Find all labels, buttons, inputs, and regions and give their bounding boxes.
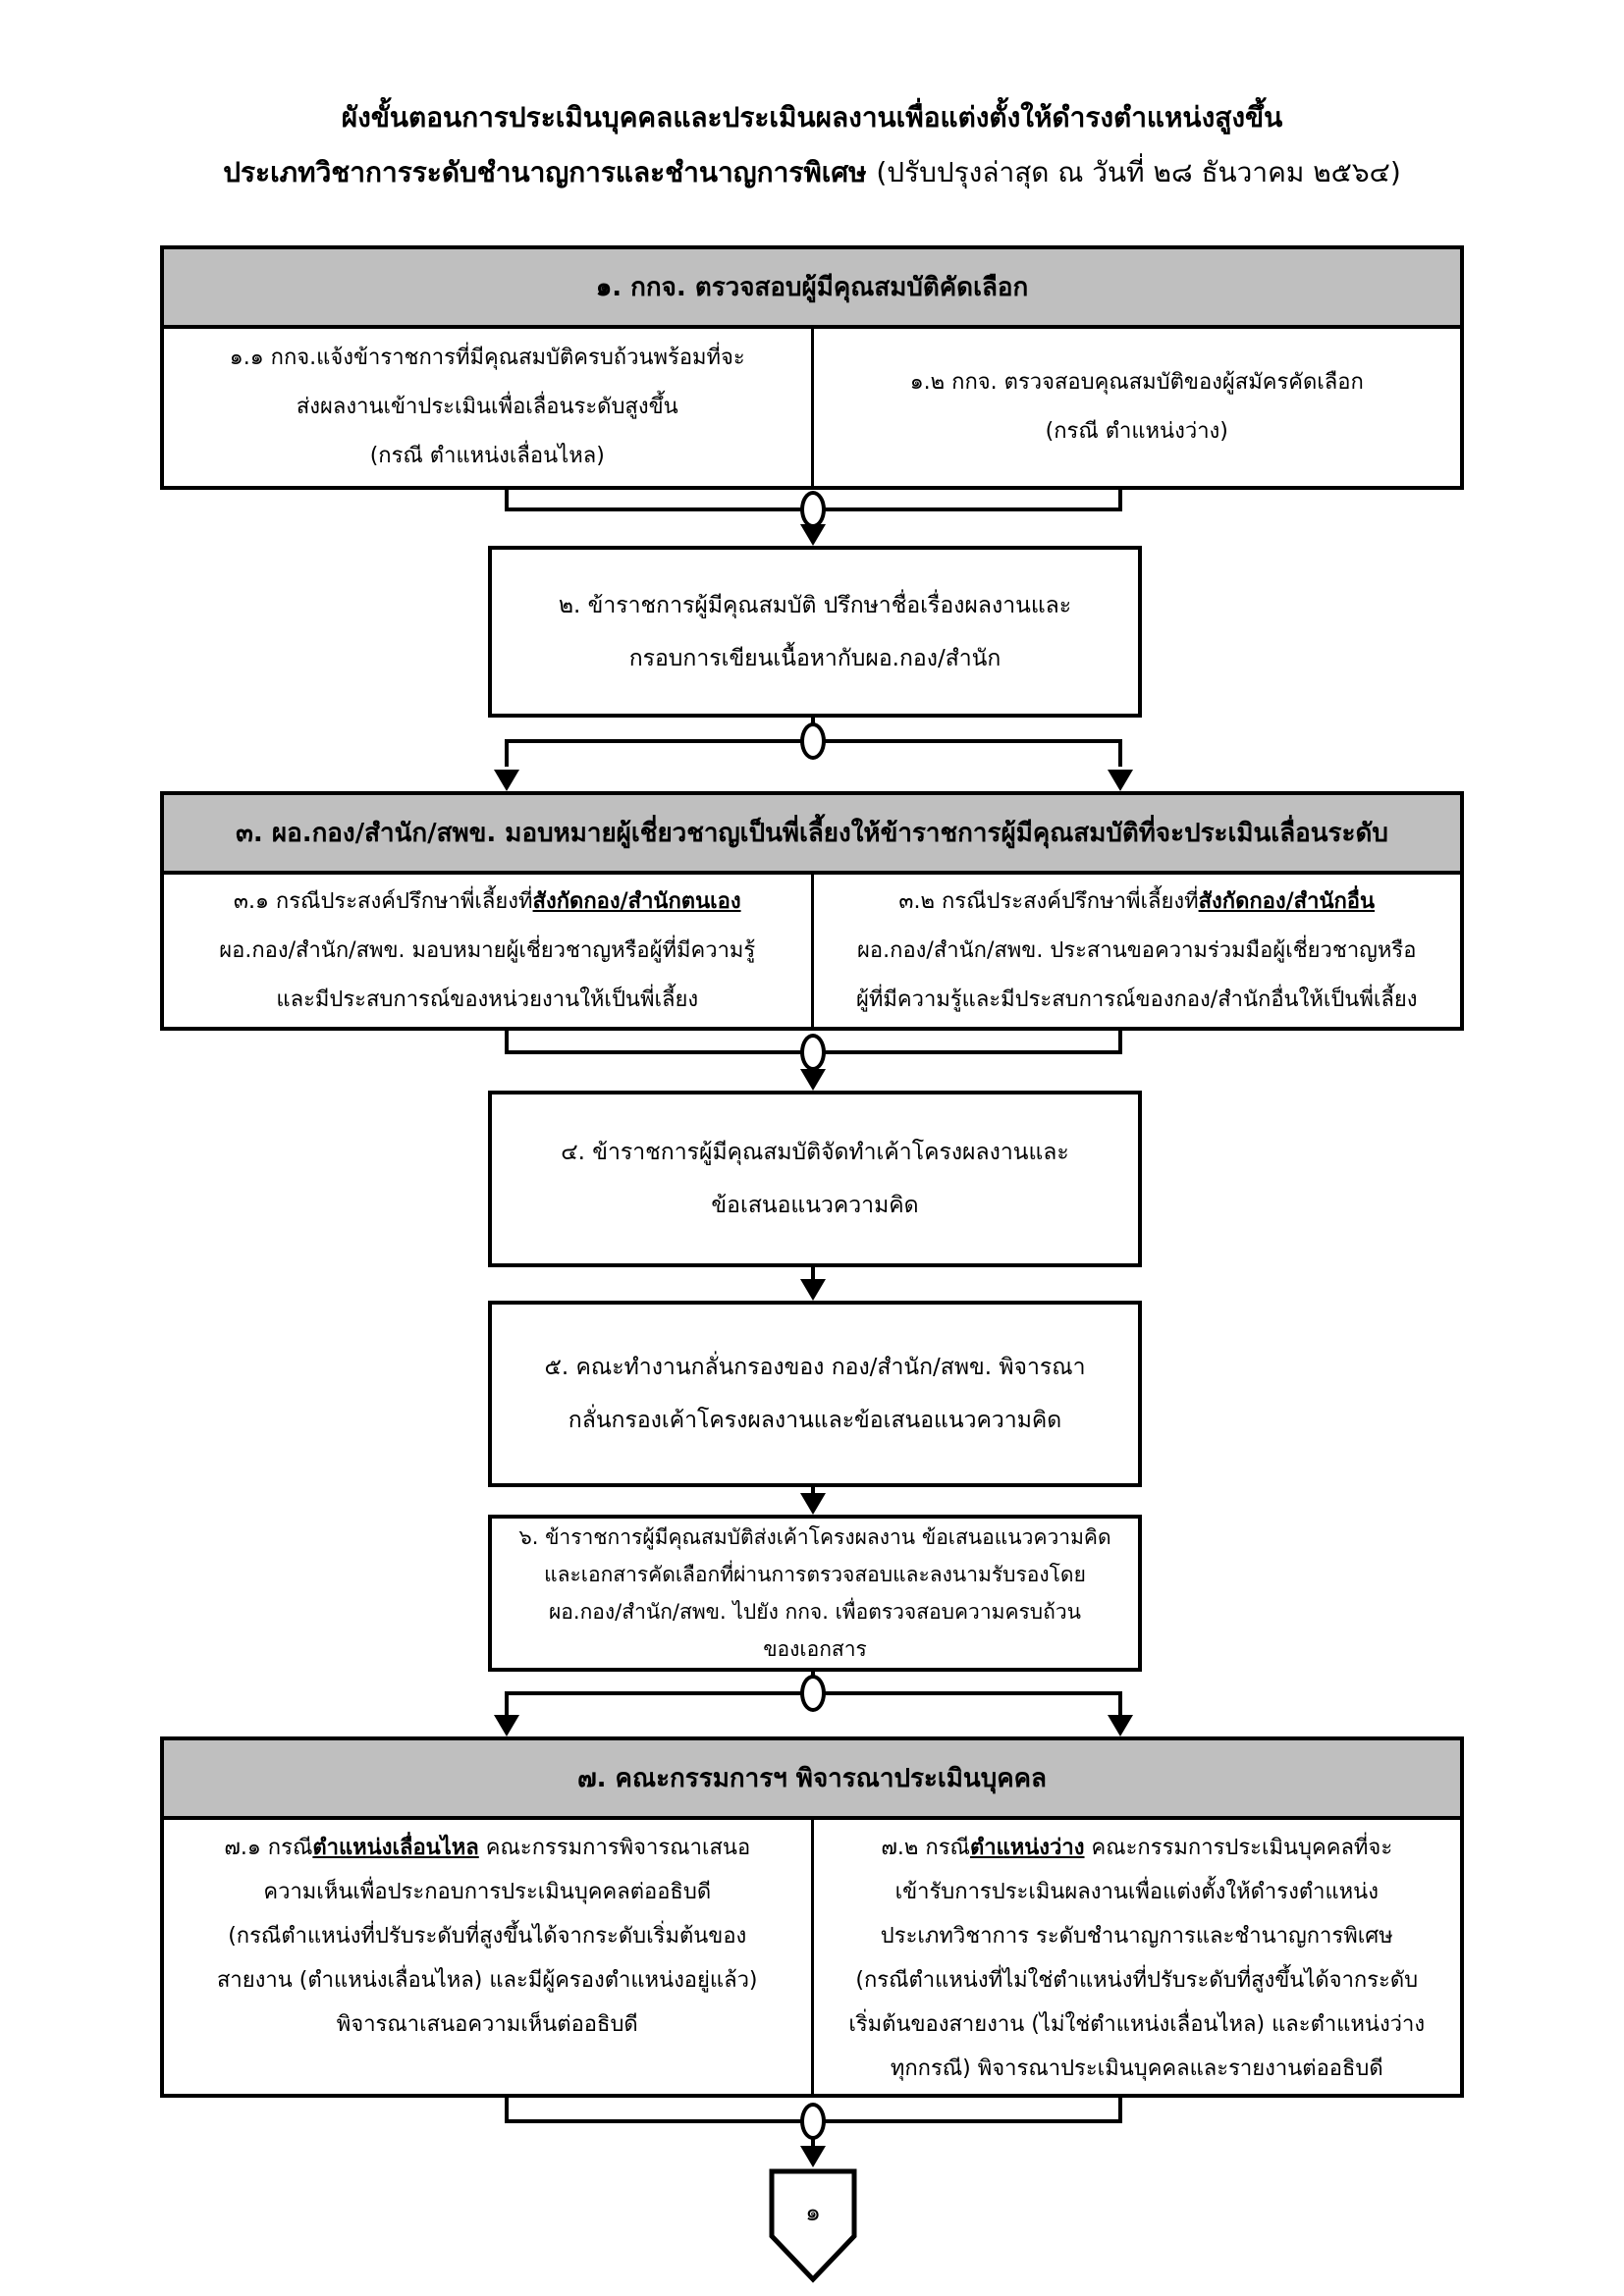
arrow-down-icon bbox=[800, 524, 826, 546]
offpage-connector bbox=[768, 2167, 858, 2283]
text-line bbox=[898, 878, 1375, 927]
offpage-connector-label: ๑ bbox=[805, 2198, 821, 2226]
step3-cells bbox=[164, 875, 1460, 1027]
arrow-down-icon bbox=[1108, 770, 1133, 791]
text-line: ผู้ที่มีความรู้และมีประสบการณ์ของกอง/สำนักอื่นให้เป็นพี่เลี้ยง bbox=[856, 987, 1418, 1012]
text-line: ๒. ข้าราชการผู้มีคุณสมบัติ ปรึกษาชื่อเรื่องผลงานและ bbox=[558, 592, 1072, 618]
text-line: (กรณีตำแหน่งที่ปรับระดับที่สูงขึ้นได้จากระดับเริ่มต้นของ bbox=[228, 1924, 747, 1949]
step3-header: ๓. ผอ.กอง/สำนัก/สพข. มอบหมายผู้เชี่ยวชาญเป็นพี่เลี้ยงให้ข้าราชการผู้มีคุณสมบัติที่จะประเมินเลื่อนระดับ bbox=[164, 795, 1460, 875]
step1-header: ๑. กกจ. ตรวจสอบผู้มีคุณสมบัติคัดเลือก bbox=[164, 249, 1460, 329]
text-line: ผอ.กอง/สำนัก/สพข. ประสานขอความร่วมมือผู้เชี่ยวชาญหรือ bbox=[857, 937, 1417, 963]
text-line: สายงาน (ตำแหน่งเลื่อนไหล) และมีผู้ครองตำแหน่งอยู่แล้ว) bbox=[216, 1968, 758, 1993]
text-line: กรอบการเขียนเนื้อหากับผอ.กอง/สำนัก bbox=[628, 645, 1001, 671]
step2-box bbox=[488, 546, 1142, 718]
text-line: เข้ารับการประเมินผลงานเพื่อแต่งตั้งให้ดำรงตำแหน่ง bbox=[894, 1880, 1379, 1904]
text-line: และมีประสบการณ์ของหน่วยงานให้เป็นพี่เลี้ยง bbox=[276, 987, 699, 1012]
text-line bbox=[224, 1826, 750, 1870]
text-line: ประเภทวิชาการ ระดับชำนาญการและชำนาญการพิเศษ bbox=[880, 1924, 1393, 1949]
text-line: (กรณี ตำแหน่งเลื่อนไหล) bbox=[369, 444, 605, 468]
flow-line bbox=[1118, 1691, 1122, 1717]
junction-circle-icon bbox=[800, 722, 826, 760]
step7-1-box bbox=[164, 1820, 811, 2094]
junction-circle-icon bbox=[800, 491, 826, 528]
title-line-1: ผังขั้นตอนการประเมินบุคคลและประเมินผลงานเพื่อแต่งตั้งให้ดำรงตำแหน่งสูงขึ้น bbox=[341, 101, 1283, 133]
step7-header: ๗. คณะกรรมการฯ พิจารณาประเมินบุคคล bbox=[164, 1740, 1460, 1820]
text-line: กลั่นกรองเค้าโครงผลงานและข้อเสนอแนวความคิด bbox=[568, 1408, 1062, 1433]
text-segment: ๓.๑ กรณีประสงค์ปรึกษาพี่เลี้ยงที่ bbox=[233, 888, 533, 914]
text-line: เริ่มต้นของสายงาน (ไม่ใช่ตำแหน่งเลื่อนไหล) และตำแหน่งว่าง bbox=[848, 2012, 1426, 2037]
step7-section bbox=[160, 1736, 1464, 2098]
step1-section bbox=[160, 245, 1464, 490]
arrow-down-icon bbox=[800, 2146, 826, 2167]
step1-2-box bbox=[811, 329, 1461, 486]
step7-cells bbox=[164, 1820, 1460, 2094]
arrow-down-icon bbox=[800, 1493, 826, 1515]
text-line bbox=[234, 878, 741, 927]
text-line: (กรณี ตำแหน่งว่าง) bbox=[1045, 419, 1228, 444]
text-segment: คณะกรรมการพิจารณาเสนอ bbox=[478, 1836, 751, 1860]
page-title bbox=[0, 90, 1624, 200]
text-line: และเอกสารคัดเลือกที่ผ่านการตรวจสอบและลงนามรับรองโดย bbox=[544, 1563, 1086, 1586]
title-line-2 bbox=[0, 145, 1624, 200]
arrow-down-icon bbox=[494, 1715, 519, 1736]
flow-line bbox=[505, 1691, 509, 1717]
arrow-down-icon bbox=[494, 770, 519, 791]
flow-line bbox=[505, 739, 509, 767]
title-line-2-main: ประเภทวิชาการระดับชำนาญการและชำนาญการพิเศษ bbox=[223, 156, 877, 188]
junction-circle-icon bbox=[800, 1675, 826, 1712]
flow-line bbox=[1118, 2098, 1122, 2121]
text-line: ๑.๑ กกจ.แจ้งข้าราชการที่มีคุณสมบัติครบถ้วนพร้อมที่จะ bbox=[229, 346, 745, 370]
arrow-down-icon bbox=[800, 1279, 826, 1301]
text-line: พิจารณาเสนอความเห็นต่ออธิบดี bbox=[336, 2012, 638, 2037]
step3-1-box bbox=[164, 875, 811, 1027]
text-line: (กรณีตำแหน่งที่ไม่ใช่ตำแหน่งที่ปรับระดับที่สูงขึ้นได้จากระดับ bbox=[855, 1968, 1419, 1993]
text-line: ความเห็นเพื่อประกอบการประเมินบุคคลต่ออธิบดี bbox=[263, 1880, 712, 1904]
flow-line bbox=[505, 1031, 509, 1052]
text-line: ผอ.กอง/สำนัก/สพข. ไปยัง กกจ. เพื่อตรวจสอบความครบถ้วน bbox=[549, 1600, 1081, 1624]
step7-2-box bbox=[811, 1820, 1461, 2094]
flow-line bbox=[1118, 1031, 1122, 1052]
flow-line bbox=[505, 2098, 509, 2121]
underlined-text: สังกัดกอง/สำนักตนเอง bbox=[532, 888, 741, 914]
text-line: ๑.๒ กกจ. ตรวจสอบคุณสมบัติของผู้สมัครคัดเลือก bbox=[909, 370, 1364, 395]
title-line-2-revision-note: (ปรับปรุงล่าสุด ณ วันที่ ๒๘ ธันวาคม ๒๕๖๔) bbox=[876, 156, 1401, 188]
junction-circle-icon bbox=[800, 2103, 826, 2140]
arrow-down-icon bbox=[800, 1069, 826, 1091]
text-line: ส่งผลงานเข้าประเมินเพื่อเลื่อนระดับสูงขึ้น bbox=[296, 395, 678, 419]
text-segment: ๗.๑ กรณี bbox=[224, 1836, 313, 1860]
step3-section bbox=[160, 791, 1464, 1031]
text-segment: ๓.๒ กรณีประสงค์ปรึกษาพี่เลี้ยงที่ bbox=[898, 888, 1199, 914]
step6-box bbox=[488, 1515, 1142, 1672]
text-segment: คณะกรรมการประเมินบุคคลที่จะ bbox=[1084, 1836, 1393, 1860]
text-line: ทุกกรณี) พิจารณาประเมินบุคคลและรายงานต่ออธิบดี bbox=[890, 2056, 1383, 2081]
junction-circle-icon bbox=[800, 1034, 826, 1071]
text-line: ของเอกสาร bbox=[763, 1637, 867, 1661]
underlined-text: สังกัดกอง/สำนักอื่น bbox=[1198, 888, 1376, 914]
text-line bbox=[881, 1826, 1392, 1870]
step1-1-box bbox=[164, 329, 811, 486]
step4-box bbox=[488, 1091, 1142, 1267]
text-line: ๔. ข้าราชการผู้มีคุณสมบัติจัดทำเค้าโครงผลงานและ bbox=[561, 1140, 1069, 1165]
arrow-down-icon bbox=[1108, 1715, 1133, 1736]
step1-cells bbox=[164, 329, 1460, 486]
flow-line bbox=[1118, 739, 1122, 767]
text-line: ๖. ข้าราชการผู้มีคุณสมบัติส่งเค้าโครงผลงาน ข้อเสนอแนวความคิด bbox=[518, 1525, 1111, 1549]
text-segment: ๗.๒ กรณี bbox=[881, 1836, 970, 1860]
underlined-text: ตำแหน่งว่าง bbox=[969, 1836, 1085, 1860]
underlined-text: ตำแหน่งเลื่อนไหล bbox=[312, 1836, 479, 1860]
step5-box bbox=[488, 1301, 1142, 1487]
text-line: ข้อเสนอแนวความคิด bbox=[711, 1193, 919, 1218]
step3-2-box bbox=[811, 875, 1461, 1027]
text-line: ๕. คณะทำงานกลั่นกรองของ กอง/สำนัก/สพข. พิจารณา bbox=[544, 1355, 1086, 1380]
text-line: ผอ.กอง/สำนัก/สพข. มอบหมายผู้เชี่ยวชาญหรือผู้ที่มีความรู้ bbox=[219, 937, 756, 963]
